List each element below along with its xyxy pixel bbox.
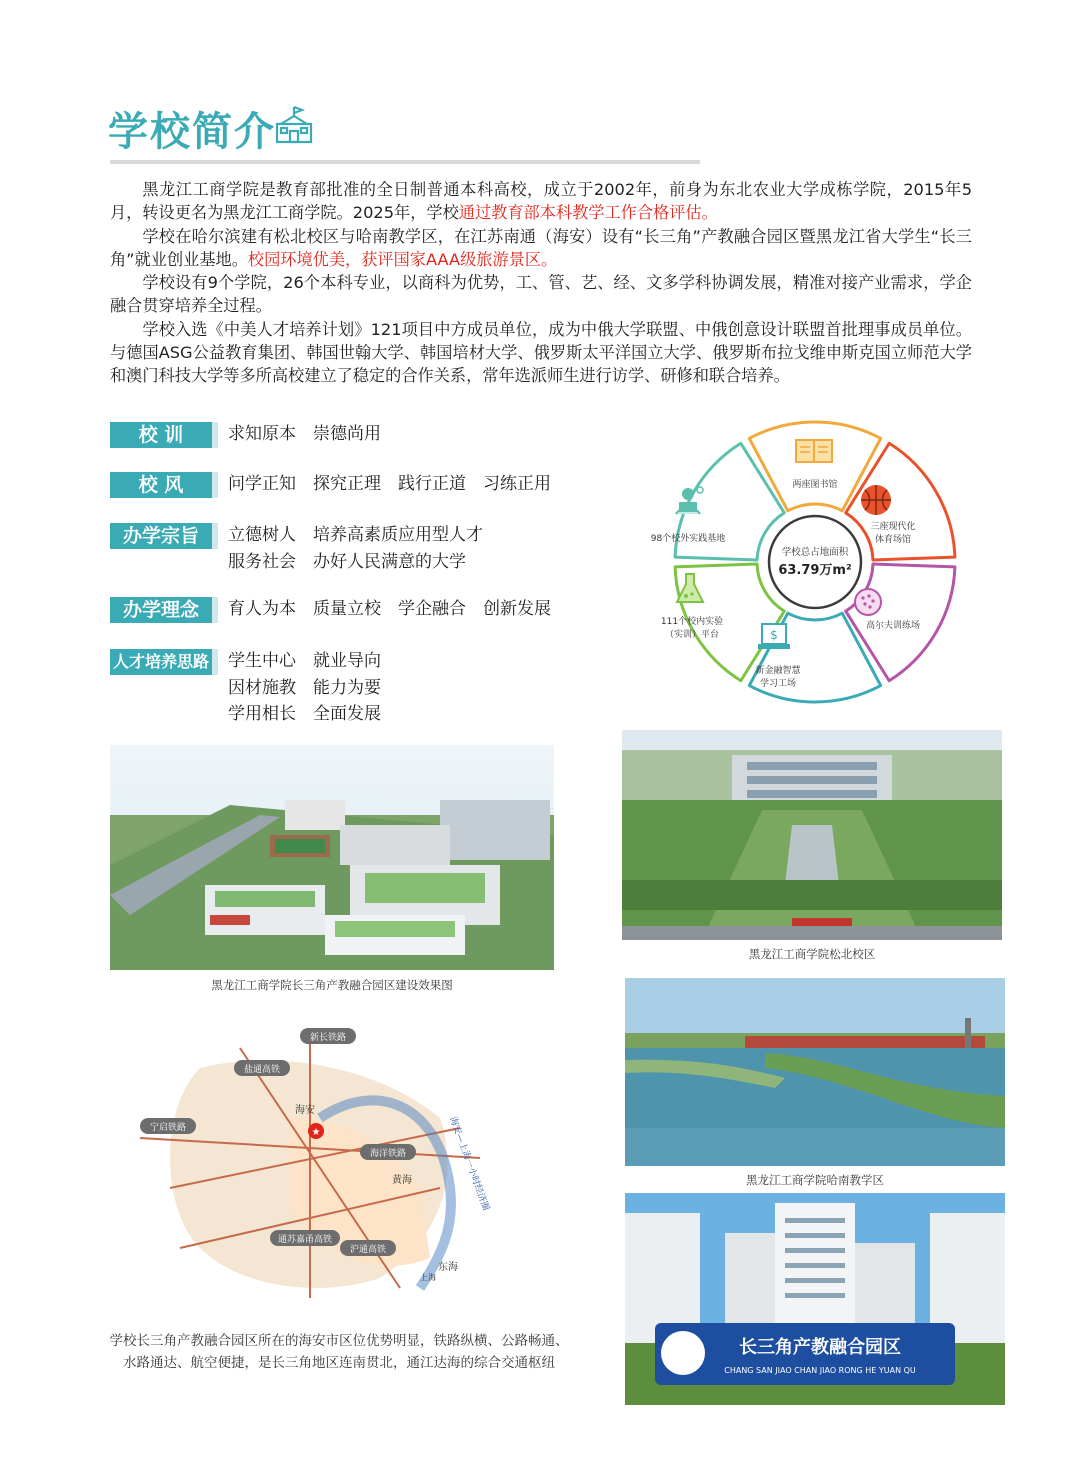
park-sign-pinyin: CHANG SAN JIAO CHAN JIAO RONG HE YUAN QU	[724, 1366, 916, 1375]
hanan-campus-image	[625, 978, 1005, 1166]
book-icon	[796, 440, 832, 462]
basketball-icon	[861, 485, 891, 515]
map-label-huanghai: 黄海	[392, 1175, 412, 1186]
transport-map	[120, 1008, 500, 1308]
motto-label: 校 训	[110, 422, 218, 448]
map-label-xinchang: 新长铁路	[309, 1033, 347, 1043]
render-caption: 黑龙江工商学院长三角产教融合园区建设效果图	[211, 978, 453, 992]
purpose-label: 办学宗旨	[110, 523, 218, 549]
map-label-ningqi: 宁启铁路	[149, 1123, 187, 1133]
segment-golf-label: 高尔夫训练场	[865, 621, 921, 631]
svg-text:$: $	[770, 628, 778, 642]
intro-text	[110, 178, 972, 388]
segment-lab-label-1: 111个校内实验	[660, 617, 724, 627]
facilities-wheel	[630, 412, 1010, 712]
segment-finance-label-2: 学习工场	[759, 679, 797, 689]
segment-gym-label-2: 体育场馆	[874, 535, 912, 545]
wheel-center	[769, 516, 861, 608]
map-label-haiyang: 海洋铁路	[369, 1149, 407, 1159]
segment-library-label: 两座图书馆	[792, 480, 838, 490]
finance-screen-icon	[758, 624, 790, 649]
wheel-center-label: 学校总占地面积	[781, 547, 849, 558]
intro-paragraph-3: 学校设有9个学院，26个本科专业，以商科为优势，工、管、艺、经、文多学科协调发展，精准对接产业需求，学企融合贯穿培养全过程。	[110, 273, 972, 316]
segment-lab-label-2: （实训）平台	[664, 630, 720, 640]
map-label-hutong: 沪通高铁	[349, 1245, 387, 1255]
songbei-caption: 黑龙江工商学院松北校区	[748, 947, 876, 961]
philosophy-text: 育人为本 质量立校 学企融合 创新发展	[228, 599, 551, 619]
songbei-campus-image	[622, 730, 1002, 940]
training-label: 人才培养思路	[110, 649, 218, 675]
map-label-yantong: 盐通高铁	[243, 1065, 281, 1075]
style-text: 问学正知 探究正理 践行正道 习练正用	[228, 474, 551, 494]
map-label-donghai: 东海	[438, 1262, 458, 1273]
motto-text: 求知原本 崇德尚用	[228, 424, 381, 444]
map-caption: 学校长三角产教融合园区所在的海安市区位优势明显，铁路纵横、公路畅通、 水路通达、航空便捷，是长三角地区连南贯北，通江达海的综合交通枢纽	[109, 1333, 569, 1371]
wheel-center-value: 63.79万m²	[778, 563, 852, 578]
page-title: 学校简介	[108, 109, 276, 155]
svg-text:★: ★	[311, 1127, 321, 1138]
intro-paragraph-1: 黑龙江工商学院是教育部批准的全日制普通本科高校，成立于2002年，前身为东北农业大学成栋学院，2015年5月，转设更名为黑龙江工商学院。2025年，学校通过教育部本科教学工作合格评估。	[110, 180, 972, 223]
style-label: 校 风	[110, 472, 218, 498]
purpose-text: 立德树人 培养高素质应用型人才 服务社会 办好人民满意的大学	[228, 525, 483, 572]
park-gate-image	[625, 1193, 1005, 1405]
map-label-shanghai: 上海	[420, 1273, 436, 1282]
map-label-tongsujiayong: 通苏嘉甬高铁	[277, 1235, 333, 1245]
segment-gym-label-1: 三座现代化	[870, 522, 916, 532]
segment-finance-label-1: 新金融智慧	[755, 666, 801, 676]
intro-paragraph-4: 学校入选《中美人才培养计划》121项目中方成员单位，成为中俄大学联盟、中俄创意设计联盟首批理事成员单位。与德国ASG公益教育集团、韩国世翰大学、韩国培材大学、俄罗斯太平洋国立大学、俄罗斯布拉戈维申斯克国立师范大学和澳门科技大学等多所高校建立了稳定的合作关系，常年选派师生进行访学、研修和联合培养。	[110, 319, 972, 386]
hanan-caption: 黑龙江工商学院哈南教学区	[746, 1173, 884, 1187]
intro-paragraph-2: 学校在哈尔滨建有松北校区与哈南教学区，在江苏南通（海安）设有“长三角”产教融合园区暨黑龙江省大学生“长三角”就业创业基地。校园环境优美，获评国家AAA级旅游景区。	[110, 226, 972, 269]
park-render-image	[110, 745, 554, 970]
map-label-haian: 海安	[295, 1105, 315, 1116]
golf-ball-icon	[855, 589, 881, 615]
map-label-economic-circle: 海安—上海一小时经济圈	[447, 1115, 491, 1213]
philosophy-label: 办学理念	[110, 597, 218, 623]
segment-base-label: 98个校外实践基地	[650, 534, 726, 544]
title-divider	[110, 160, 700, 164]
training-text: 学生中心 就业导向 因材施教 能力为要 学用相长 全面发展	[228, 651, 381, 724]
park-sign-title: 长三角产教融合园区	[739, 1337, 901, 1358]
school-icon	[273, 104, 315, 146]
